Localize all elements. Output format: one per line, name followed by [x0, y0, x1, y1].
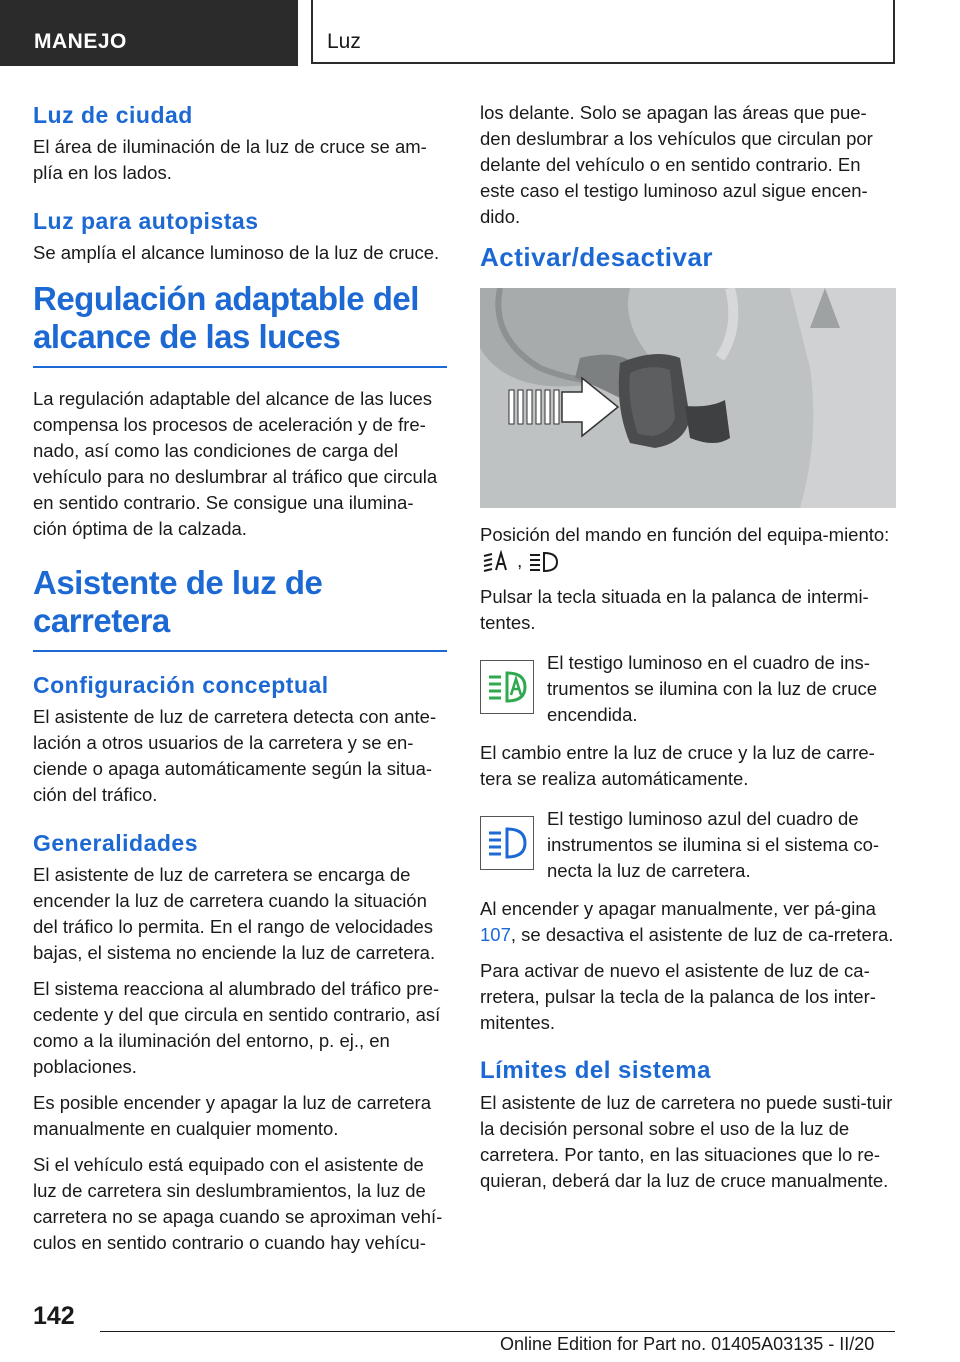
page-header — [0, 0, 960, 68]
manual-switch-text — [480, 896, 896, 948]
highway-light-heading: Luz para autopistas — [33, 208, 259, 234]
concept-heading: Configuración conceptual — [33, 672, 329, 698]
general-paragraph-3: Es posible encender y apagar la luz de carretera manualmente en cualquier momento. — [33, 1092, 431, 1139]
green-indicator-notice — [480, 650, 896, 728]
lever-illustration — [480, 288, 896, 508]
general-paragraph-2: El sistema reacciona al alumbrado del tráfico pre-cedente y del que circula en sentido contrario, así como a la iluminación del entorno, p. ej., en poblaciones. — [33, 978, 441, 1077]
blue-indicator-text: El testigo luminoso azul del cuadro de instrumentos se ilumina si el sistema co-necta la luz de carretera. — [547, 808, 880, 882]
high-beam-assistant-heading: Asistente de luz de carretera — [33, 564, 447, 652]
high-beam-indicator-icon — [480, 816, 534, 870]
system-limits-text: El asistente de luz de carretera no puede susti-tuir la decisión personal sobre el uso de la luz de carretera. Por tanto, en las situaciones que lo re-quieran, deberá dar la luz de cruce manualmente. — [480, 1092, 893, 1192]
manual-switch-after: , se desactiva el asistente de luz de ca-rretera. — [510, 924, 894, 946]
auto-light-icon — [480, 550, 512, 574]
adaptive-range-text: La regulación adaptable del alcance de las luces compensa los procesos de aceleración y de fre-nado, así como las condiciones de carga del vehículo para no deslumbrar al tráfico que circula en sentido contrario. Se consigue una ilumina-ción óptima de la calzada. — [33, 388, 438, 539]
reactivate-text: Para activar de nuevo el asistente de luz de ca-rretera, pulsar la tecla de la palanca de los inter-mitentes. — [480, 960, 876, 1034]
adaptive-range-heading: Regulación adaptable del alcance de las luces — [33, 280, 447, 368]
press-key-text: Pulsar la tecla situada en la palanca de intermi-tentes. — [480, 586, 869, 634]
general-paragraph-4: Si el vehículo está equipado con el asistente de luz de carretera sin deslumbramientos, la luz de carretera no se apaga cuando se aproximan vehí-culos en sentido contrario o cuando hay vehícu- — [33, 1154, 443, 1253]
edition-note: Online Edition for Part no. 01405A03135 - II/20 — [500, 1334, 875, 1354]
chapter-label: Luz — [311, 0, 895, 64]
system-limits-heading: Límites del sistema — [480, 1057, 711, 1085]
lever-position-label: Posición del mando en función del equipa-miento: — [480, 524, 890, 545]
high-beam-icon — [527, 550, 559, 574]
city-light-heading: Luz de ciudad — [33, 102, 193, 128]
turn-signal-lever-photo — [480, 288, 896, 508]
right-column — [480, 100, 896, 1204]
city-light-text: El área de iluminación de la luz de cruce se am-plía en los lados. — [33, 136, 427, 183]
page-reference-link[interactable]: 107 — [480, 924, 511, 946]
general-paragraph-1: El asistente de luz de carretera se encarga de encender la luz de carretera cuando la situación del tráfico lo permita. En el rango de velocidades bajas, el sistema no enciende la luz de carretera. — [33, 864, 436, 963]
green-indicator-text: El testigo luminoso en el cuadro de ins-trumentos se ilumina con la luz de cruce encendida. — [547, 652, 878, 726]
continued-text: los delante. Solo se apagan las áreas que pue-den deslumbrar a los vehículos que circulan por delante del vehículo o en sentido contrario. En este caso el testigo luminoso azul sigue encen-dido. — [480, 102, 873, 227]
automatic-switch-text: El cambio entre la luz de cruce y la luz de carre-tera se realiza automáticamente. — [480, 742, 875, 790]
page-number: 142 — [33, 1302, 75, 1330]
blue-indicator-notice — [480, 806, 896, 884]
concept-text: El asistente de luz de carretera detecta con ante-lación a otros usuarios de la carretera y se en-ciende o apaga automáticamente según la situa-ción del tráfico. — [33, 706, 437, 805]
lever-position-text — [480, 522, 896, 574]
manual-switch-before: Al encender y apagar manualmente, ver pá-gina — [480, 898, 876, 920]
left-column — [33, 100, 447, 1266]
auto-high-beam-assistant-icon — [480, 660, 534, 714]
icon-separator: , — [517, 550, 523, 571]
activate-heading: Activar/desactivar — [480, 242, 714, 272]
footer-divider — [100, 1331, 895, 1332]
section-label: MANEJO — [0, 0, 298, 66]
general-heading: Generalidades — [33, 830, 199, 856]
highway-light-text: Se amplía el alcance luminoso de la luz de cruce. — [33, 242, 440, 263]
